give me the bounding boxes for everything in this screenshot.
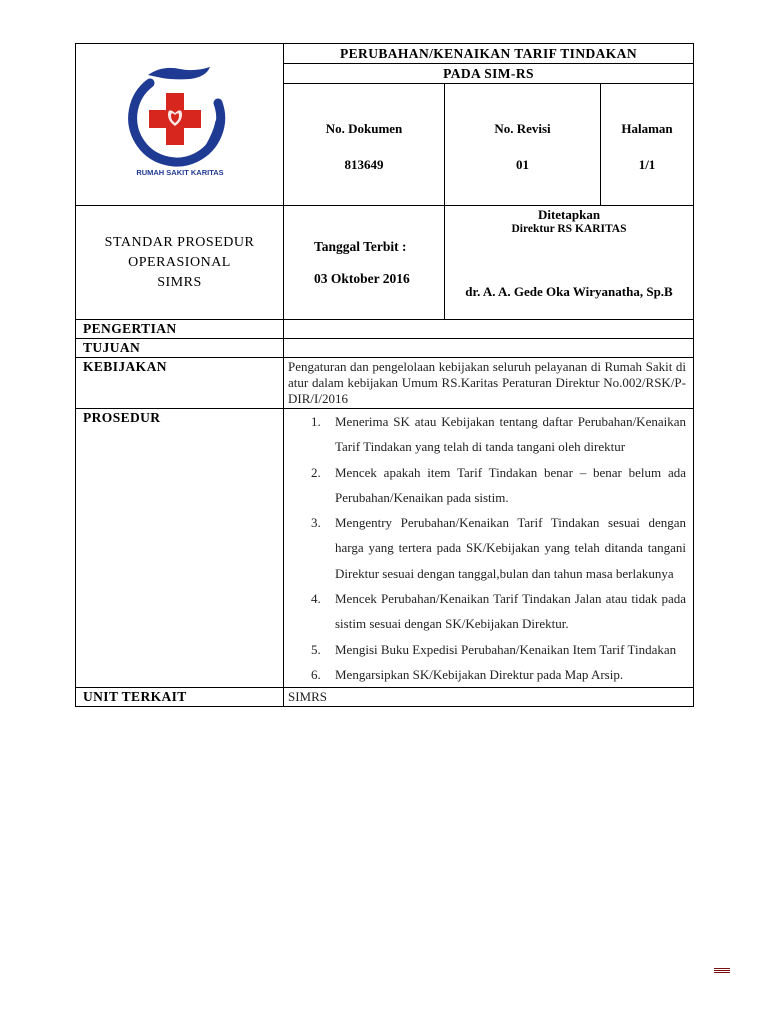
halaman-label: Halaman: [621, 121, 673, 136]
direktur-label: Direktur RS KARITAS: [511, 223, 627, 235]
prosedur-content: [284, 409, 694, 688]
sop-title-line1: STANDAR PROSEDUR: [104, 234, 255, 250]
step-text: Mencek Perubahan/Kenaikan Tarif Tindakan Jalan atau tidak pada sistim sesuai dengan SK/Kebijakan Direktur.: [335, 591, 686, 632]
hospital-logo-cell: [76, 44, 284, 206]
no-revisi-cell: [445, 84, 601, 206]
halaman-value: 1/1: [638, 157, 656, 172]
step-text: Mengarsipkan SK/Kebijakan Direktur pada Map Arsip.: [335, 666, 624, 682]
no-dokumen-label: No. Dokumen: [325, 121, 403, 136]
no-revisi-value: 01: [516, 157, 529, 172]
unit-terkait-label: UNIT TERKAIT: [76, 688, 284, 707]
sop-document-table: [75, 43, 694, 707]
list-item: [284, 409, 686, 460]
tanggal-terbit-label: Tanggal Terbit :: [314, 238, 407, 254]
prosedur-label: PROSEDUR: [76, 409, 284, 688]
sop-title-line3: SIMRS: [157, 274, 202, 290]
tujuan-label: TUJUAN: [76, 339, 284, 358]
list-item: [284, 586, 686, 637]
step-text: Mencek apakah item Tarif Tindakan benar – benar belum ada Perubahan/Kenaikan pada sistim.: [335, 464, 686, 505]
step-text: Menerima SK atau Kebijakan tentang daftar Perubahan/Kenaikan Tarif Tindakan yang telah di tanda tangani oleh direktur: [335, 414, 686, 455]
page-corner-mark: [714, 968, 730, 973]
step-number: 5.: [311, 641, 321, 657]
document-title-line2: PADA SIM-RS: [284, 64, 694, 84]
list-item: [284, 637, 686, 662]
tanggal-terbit-cell: [284, 206, 445, 320]
pengertian-content: [284, 320, 694, 339]
no-revisi-label: No. Revisi: [494, 121, 551, 136]
tujuan-content: [284, 339, 694, 358]
step-number: 6.: [311, 666, 321, 682]
step-text: Mengentry Perubahan/Kenaikan Tarif Tindakan sesuai dengan harga yang tertera pada SK/Kebijakan yang telah ditanda tangani Direktur sesuai dengan tanggal,bulan dan tahun masa berlakunya: [335, 515, 686, 581]
sop-title-cell: [76, 206, 284, 320]
document-title-line1: PERUBAHAN/KENAIKAN TARIF TINDAKAN: [284, 44, 694, 64]
tanggal-terbit-value: 03 Oktober 2016: [314, 270, 410, 286]
step-number: 2.: [311, 464, 321, 480]
list-item: [284, 510, 686, 586]
hospital-logo: [110, 63, 250, 181]
ditetapkan-label: Ditetapkan: [537, 207, 601, 222]
signatory-name: dr. A. A. Gede Oka Wiryanatha, Sp.B: [465, 284, 673, 299]
unit-terkait-value: SIMRS: [284, 688, 694, 707]
kebijakan-content: Pengaturan dan pengelolaan kebijakan seluruh pelayanan di Rumah Sakit di atur dalam kebijakan Umum RS.Karitas Peraturan Direktur No.002/RSK/P-DIR/I/2016: [284, 358, 694, 409]
ditetapkan-cell: [445, 206, 694, 320]
step-number: 3.: [311, 515, 321, 531]
list-item: [284, 662, 686, 687]
logo-text: RUMAH SAKIT KARITAS: [135, 168, 224, 177]
prosedur-steps-list: [284, 409, 693, 687]
no-dokumen-cell: [284, 84, 445, 206]
list-item: [284, 460, 686, 511]
kebijakan-label: KEBIJAKAN: [76, 358, 284, 409]
halaman-cell: [601, 84, 694, 206]
step-text: Mengisi Buku Expedisi Perubahan/Kenaikan Item Tarif Tindakan: [335, 641, 677, 657]
step-number: 4.: [311, 591, 321, 607]
sop-title-line2: OPERASIONAL: [128, 254, 231, 270]
pengertian-label: PENGERTIAN: [76, 320, 284, 339]
step-number: 1.: [311, 414, 321, 429]
no-dokumen-value: 813649: [344, 157, 384, 172]
